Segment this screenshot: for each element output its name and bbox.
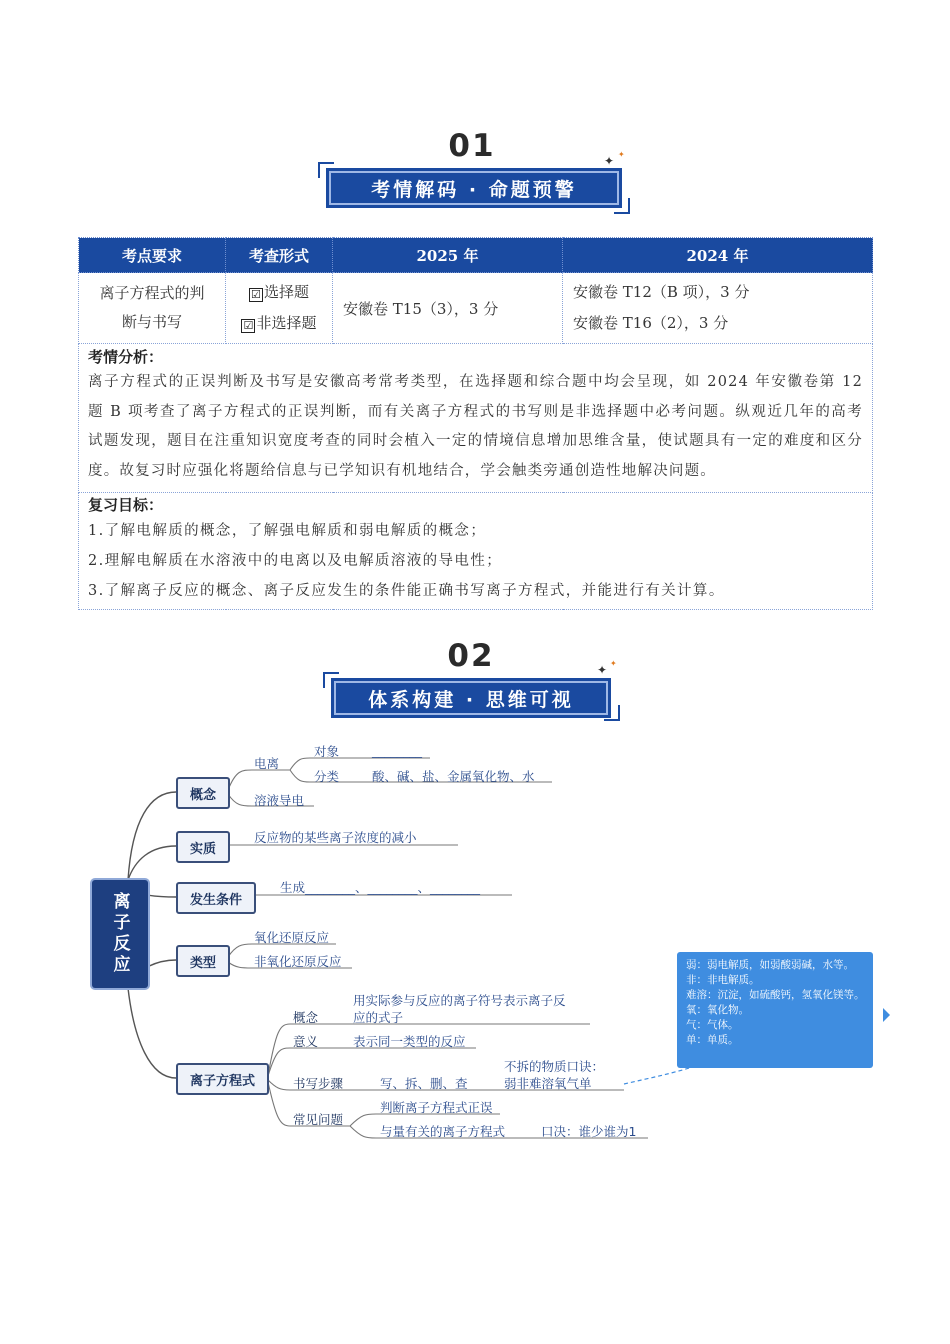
analysis-text: 离子方程式的正误判断及书写是安徽高考常考类型，在选择题和综合题中均会呈现，如 2024 年安徽卷第 12 题 B 项考查了离子方程式的正误判断，而有关离子方程式的书写则是非选择题中必考问题。纵观近几年的高考试题发现，题目在注重知识宽度考查的同时会植入一定的情境信息增加思维含量，使试题具有一定的难度和区分度。故复习时应强化将题给信息与已学知识有机地结合，学会触类旁通创造性地解决问题。 (88, 374, 863, 479)
node-types: 类型 (176, 945, 230, 977)
sparkle-icon: ✦ (610, 659, 617, 668)
sparkle-icon: ✦ (597, 663, 608, 677)
label-object-blank: ________ (372, 743, 422, 758)
requirement-line: 断与书写 (121, 313, 182, 331)
goals-row (79, 493, 873, 610)
label-object: 对象 (314, 744, 340, 759)
label-rhyme: 弱非难溶氧气单 (504, 1076, 592, 1091)
banner-bracket-icon (614, 198, 630, 214)
label-eq-steps: 书写步骤 (293, 1076, 344, 1091)
analysis-title: 考情分析： (88, 348, 164, 366)
section-title-2: 体系构建 · 思维可视 (331, 678, 611, 718)
label-problem: 与量有关的离子方程式 (380, 1124, 506, 1139)
label-non-redox: 非氧化还原反应 (254, 954, 342, 969)
note-line: 弱：弱电解质，如弱酸弱碱，水等。 (686, 959, 854, 971)
section-number-1: 01 (448, 128, 496, 164)
label-eq-concept-text: 应的式子 (353, 1010, 404, 1025)
sparkle-icon: ✦ (604, 154, 615, 168)
label-eq-meaning: 意义 (293, 1034, 319, 1049)
label-essence: 反应物的某些离子浓度的减小 (254, 830, 417, 845)
cell-goals (79, 493, 873, 610)
node-condition: 发生条件 (176, 882, 256, 914)
label-problem: 判断离子方程式正误 (380, 1100, 493, 1115)
rhyme-note-box (677, 952, 873, 1068)
sparkle-icon: ✦ (618, 150, 625, 159)
label-eq-problems: 常见问题 (293, 1112, 344, 1127)
table-row (79, 273, 873, 344)
goals-title: 复习目标： (88, 496, 164, 514)
requirement-line: 离子方程式的判 (99, 284, 205, 302)
cell-analysis (79, 344, 873, 493)
note-line: 氧：氧化物。 (686, 1004, 749, 1016)
form-choice: 选择题 (263, 283, 309, 301)
label-eq-meaning-text: 表示同一类型的反应 (353, 1034, 466, 1049)
checkbox-checked-icon: ☑ (241, 319, 255, 333)
label-classify: 分类 (314, 769, 340, 784)
note-line: 难溶：沉淀，如硫酸钙，氢氧化镁等。 (686, 989, 865, 1001)
note-line: 非：非电解质。 (686, 974, 760, 986)
analysis-row (79, 344, 873, 493)
exam-analysis-table (78, 237, 873, 610)
node-essence: 实质 (176, 831, 230, 863)
label-condition: 生成________、________、________ (280, 880, 481, 895)
mindmap-root: 离子反应 (92, 880, 148, 988)
node-concept: 概念 (176, 777, 230, 809)
label-eq-concept-text: 用实际参与反应的离子符号表示离子反 (353, 993, 566, 1008)
goal-item: 3.了解离子反应的概念、离子反应发生的条件能正确书写离子方程式，并能进行有关计算。 (88, 583, 725, 599)
exam-item: 安徽卷 T12（B 项），3 分 (573, 283, 750, 301)
label-eq-concept: 概念 (293, 1010, 319, 1025)
form-nonchoice: 非选择题 (256, 314, 317, 332)
goal-item: 2.理解电解质在水溶液中的电离以及电解质溶液的导电性； (88, 553, 503, 569)
note-line: 气：气体。 (686, 1019, 739, 1031)
cell-2024 (563, 273, 873, 344)
cell-2025: 安徽卷 T15（3），3 分 (333, 273, 563, 344)
table-header-row (79, 238, 873, 273)
label-formula: 口决：谁少谁为1 (541, 1124, 637, 1139)
header-2024: 2024 年 (563, 238, 873, 273)
note-line: 单：单质。 (686, 1034, 739, 1046)
header-requirement: 考点要求 (79, 238, 226, 273)
section-title-1: 考情解码 · 命题预警 (326, 168, 622, 208)
cell-form (226, 273, 333, 344)
label-eq-steps-text: 写、拆、删、查 (380, 1076, 468, 1091)
exam-item: 安徽卷 T16（2），3 分 (573, 314, 729, 332)
header-2025: 2025 年 (333, 238, 563, 273)
label-classify-items: 酸、碱、盐、金属氧化物、水 (372, 769, 535, 784)
label-rhyme: 不拆的物质口诀： (504, 1059, 605, 1074)
cell-requirement (79, 273, 226, 344)
goal-item: 1.了解电解质的概念，了解强电解质和弱电解质的概念； (88, 523, 487, 539)
section-number-2: 02 (447, 638, 495, 674)
label-redox: 氧化还原反应 (254, 930, 330, 945)
label-conduct: 溶液导电 (254, 793, 305, 808)
checkbox-checked-icon: ☑ (249, 288, 263, 302)
node-ionic-equation: 离子方程式 (176, 1063, 269, 1095)
label-ionization: 电离 (254, 756, 280, 771)
header-form: 考查形式 (226, 238, 333, 273)
banner-bracket-icon (604, 705, 620, 721)
